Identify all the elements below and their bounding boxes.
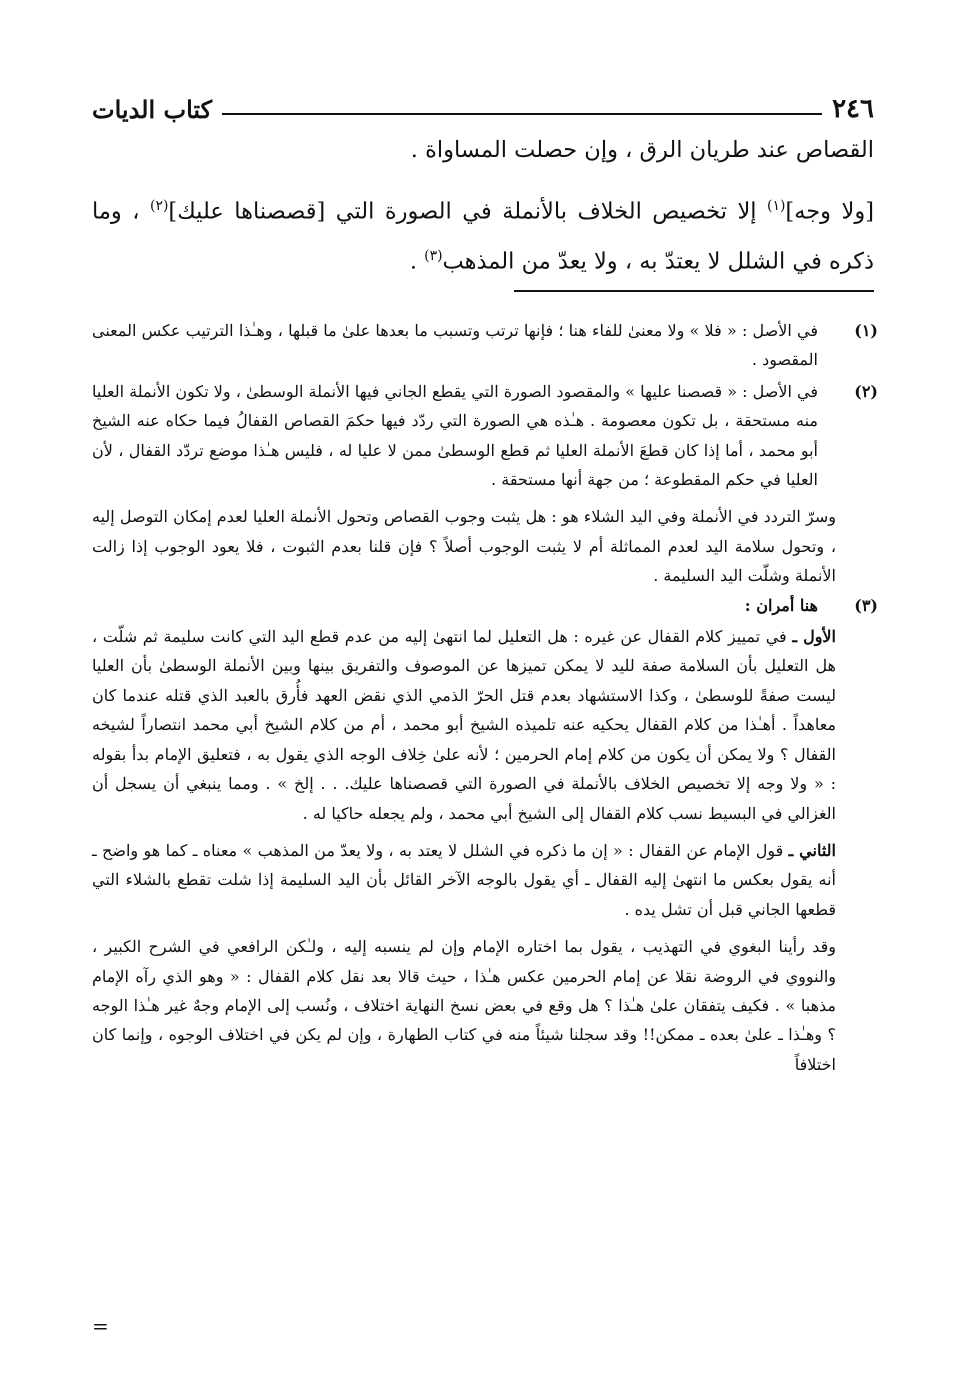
bracket-text: [ولا وجه]: [785, 198, 874, 225]
footnote-3: [92, 591, 878, 620]
main-paragraph-2: [92, 184, 874, 283]
footnote-number: (١): [854, 321, 878, 340]
main-text-end: .: [409, 248, 425, 274]
main-line-1: القصاص عند طريان الرق ، وإن حصلت المساواة .: [410, 137, 874, 163]
footnote-intro: هنا أمران :: [744, 595, 818, 615]
footnote-3-second: [92, 836, 878, 924]
footnote-separator: [514, 290, 874, 292]
first-text: في تمييز كلام القفال عن غيره : هل التعليل لما انتهىٰ إليه من عدم قطع اليد التي كانت سليمة ثم شلّت ، هل التعليل بأن السلامة صفة لليد لا يمكن تميزها عن الموصوف والتفريق بينها وبين الأنملة الوسطىٰ بأن العليا ليست صفةً للوسطىٰ ، وكذا الاستشهاد بعدم قتل الحرّ الذمي الذي نقض العهد فأُرق بالعبد الذي قتله عندما كان معاهداً . أهـٰذا من كلام القفال يحكيه عنه تلميذه الشيخ أبو محمد ، أم من كلام الشيخ أبي محمد انتصاراً لشيخه القفال ؟ ولا يمكن أن يكون من كلام إمام الحرمين ؛ لأنه علىٰ خِلاف الوجه الذي يقول به ، فتعليق الإمام بدأ بقوله : « ولا وجه إلا تخصيص الخلاف بالأنملة في الصورة التي قصصناها عليك. . . إلخ » . ومما ينبغي أن يسجل أن الغزالي في البسيط نسب كلام القفال إلى الشيخ أبي محمد ، ولم يجعله حاكيا له .: [92, 627, 836, 823]
continuation-mark: =: [92, 1314, 109, 1338]
main-text-segment: إلا تخصيص الخلاف بالأنملة في الصورة التي [قصصناها عليك]: [168, 198, 768, 225]
footnote-ref-3: (٣): [424, 247, 443, 264]
page-header: [92, 78, 874, 124]
footnote-number: (٣): [854, 595, 878, 615]
footnote-number: (٢): [854, 381, 878, 401]
footnote-3-third: وقد رأينا البغوي في التهذيب ، يقول بما اختاره الإمام وإن لم ينسبه إليه ، ولـٰكن الرافعي في الشرح الكبير ، والنووي في الروضة نقلا عن إمام الحرمين عكس هـٰذا ، حيث قالا بعد نقل كلام القفال : « وهو الذي رآه الإمام مذهبا » . فكيف يتفقان علىٰ هـٰذا ؟ هل وقع في بعض نسخ النهاية اختلاف ، ونُسب إلى الإمام وجهٌ غير هـٰذا الوجه ؟ وهـٰذا ـ علىٰ بعده ـ ممكن!! وقد سجلنا شيئاً منه في كتاب الطهارة ، وإن لم يكن في اختلاف الوجوه ، وإنما كان اختلافاً: [92, 937, 836, 1074]
book-title: كتاب الديات: [92, 95, 213, 124]
footnote-text: في الأصل : « قصصنا عليها » والمقصود الصورة التي يقطع الجاني فيها الأنملة الوسطىٰ ، ولا تكون الأنملة العليا منه مستحقة ، بل تكون معصومة . هـٰذه هي الصورة التي ردّد فيها حكمَ القصاص القفالُ فيما حكاه عنه الشيخ أبو محمد ، أما إذا كان قطعَ الأنملة العليا ثم قطع الوسطىٰ ممن لا عليا له ، فليس هـٰذا موضع تردّد القفال ، لأن العليا في حكم المقطوعة ؛ من جهة أنها مستحقة .: [92, 381, 818, 490]
page-number: ٢٤٦: [832, 94, 874, 124]
footnote-ref-1: (١): [767, 198, 786, 214]
footnote-text: في الأصل : « فلا » ولا معنىٰ للفاء هنا ؛ فإنها ترتب وتسبب ما بعدها علىٰ ما قبلها ، وهـٰذا الترتيب عكس المعنى المقصود .: [92, 321, 819, 370]
main-text-segment: ، وما ذكره في الشلل لا يعتدّ به ، ولا يعدّ من المذهب: [92, 198, 874, 274]
footnote-1: [92, 316, 878, 375]
main-text: [92, 128, 874, 283]
footnote-2: [92, 377, 878, 495]
second-label: الثاني ـ: [788, 840, 836, 860]
second-text: قول الإمام عن القفال : « إن ما ذكره في الشلل لا يعتد به ، ولا يعدّ من المذهب » معناه ـ كما هو واضح ـ أنه يقول بعكس ما انتهىٰ إليه القفال ـ أي يقول بالوجه الآخر القائل بأن اليد السليمة إذا شلت تقطع بالشلاء التي قطعها الجاني قبل أن تشل يده .: [92, 840, 836, 919]
first-label: الأول ـ: [792, 627, 837, 647]
footnote-3-first: [92, 622, 878, 828]
header-rule: [222, 113, 822, 115]
footnote-2-continuation: وسرّ التردد في الأنملة وفي اليد الشلاء هو : هل يثبت وجوب القصاص وتحول الأنملة العليا لعدم إمكان التوصل إليه ، وتحول سلامة اليد لعدم المماثلة أم لا يثبت الوجوب أصلاً ؟ فإن قلنا بعدم الثبوت ، فلا يعود الوجوب إذا زالت الأنملة وشلّت اليد السليمة .: [92, 507, 836, 586]
footnotes: [92, 316, 878, 1079]
footnote-ref-2: (٢): [150, 198, 169, 214]
